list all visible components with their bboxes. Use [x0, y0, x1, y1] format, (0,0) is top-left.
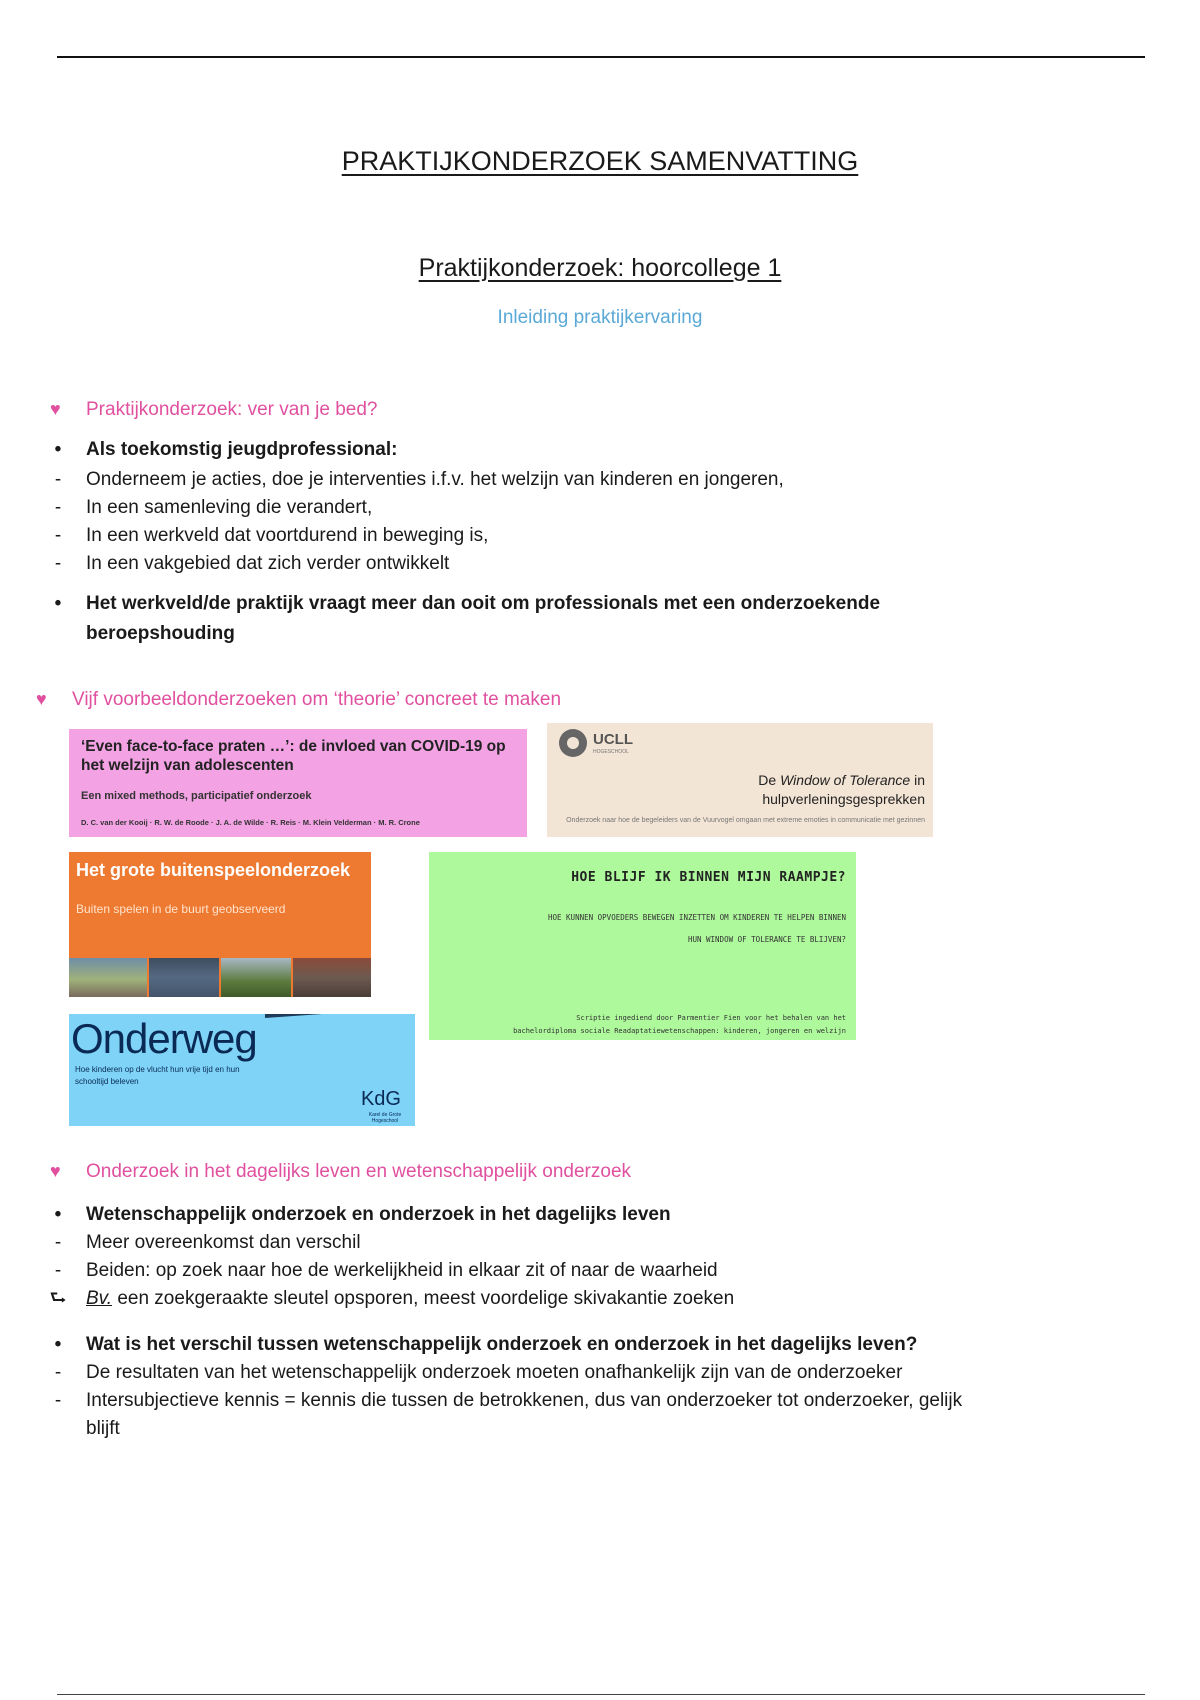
list-item — [54, 436, 398, 464]
list-item — [54, 522, 489, 550]
section3-heading — [50, 1161, 632, 1183]
list-item-text: In een samenleving die verandert, — [86, 497, 373, 518]
covid-study-image — [69, 729, 527, 837]
raampje-study-author: Scriptie ingediend door Parmentier Fien voor het behalen van het — [576, 1014, 846, 1022]
dash-marker: - — [54, 497, 62, 518]
kdg-logo-sub: Karel de Grote Hogeschool — [368, 1112, 402, 1124]
raampje-study-degree: bachelordiploma sociale Readaptatiewetenschappen: kinderen, jongeren en welzijn — [513, 1027, 846, 1035]
raampje-study-subtitle-1: HOE KUNNEN OPVOEDERS BEWEGEN INZETTEN OM KINDEREN TE HELPEN BINNEN — [547, 913, 846, 922]
list-item-text: een zoekgeraakte sleutel opsporen, meest voordelige skivakantie zoeken — [112, 1288, 735, 1309]
list-item-text: Beiden: op zoek naar hoe de werkelijkheid in elkaar zit of naar de waarheid — [86, 1260, 718, 1281]
list-item-text: In een werkveld dat voortdurend in beweging is, — [86, 525, 489, 546]
list-item — [86, 1415, 120, 1443]
buitenspeel-study-image — [69, 852, 371, 997]
list-item — [54, 1359, 903, 1387]
dash-marker: - — [54, 1390, 62, 1411]
list-item-text: Intersubjectieve kennis = kennis die tussen de betrokkenen, dus van onderzoeker tot onderzoeker, gelijk — [86, 1390, 963, 1411]
list-item — [49, 1285, 735, 1313]
decorative-stripe — [265, 1014, 415, 1018]
dash-marker: - — [54, 469, 62, 490]
list-item-text: Als toekomstig jeugdprofessional: — [86, 439, 398, 460]
list-item — [54, 494, 373, 522]
photo-strip — [221, 958, 291, 997]
covid-study-title: ‘Even face-to-face praten …’: de invloed van COVID-19 op het welzijn van adolescenten — [81, 738, 506, 774]
heart-icon: ♥ — [50, 1161, 61, 1181]
list-item — [54, 590, 881, 618]
bullet-icon: • — [54, 439, 62, 460]
raampje-study-image — [429, 852, 856, 1040]
list-item — [54, 466, 784, 494]
bullet-icon: • — [54, 1334, 62, 1355]
arrow-return-icon: ⮑ — [49, 1288, 67, 1309]
list-item-text: De resultaten van het wetenschappelijk onderzoek moeten onafhankelijk zijn van de onderzoeker — [86, 1362, 903, 1383]
photo-strip — [149, 958, 219, 997]
onderweg-study-subtitle: Hoe kinderen op de vlucht hun vrije tijd en hun schooltijd beleven — [75, 1065, 240, 1086]
ucll-study-title: De Window of Tolerance in hulpverleningsgesprekken — [758, 772, 925, 807]
ucll-logo-text: UCLL — [593, 731, 633, 748]
lecture-title: Praktijkonderzoek: hoorcollege 1 — [418, 254, 782, 282]
bottom-rule — [57, 1694, 1145, 1695]
ucll-study-image — [547, 723, 933, 837]
raampje-study-title: HOE BLIJF IK BINNEN MIJN RAAMPJE? — [571, 870, 846, 885]
covid-study-authors: D. C. van der Kooij · R. W. de Roode · J. A. de Wilde · R. Reis · M. Klein Velderman · M. R. Crone — [81, 818, 420, 827]
dash-marker: - — [54, 553, 62, 574]
section2-heading — [36, 689, 562, 711]
section1-heading-text: Praktijkonderzoek: ver van je bed? — [86, 399, 378, 420]
ucll-study-subtitle: Onderzoek naar hoe de begeleiders van de Vuurvogel omgaan met extreme emoties in communicatie met gezinnen — [566, 817, 925, 824]
example-prefix: Bv. — [86, 1288, 113, 1309]
onderweg-study-image — [69, 1014, 415, 1126]
list-item — [54, 1387, 963, 1415]
heart-icon: ♥ — [36, 689, 47, 709]
dash-marker: - — [54, 1232, 62, 1253]
kdg-logo: KdG — [360, 1088, 401, 1110]
list-item — [86, 620, 235, 648]
dash-marker: - — [54, 525, 62, 546]
list-item — [54, 1201, 671, 1229]
list-item-text: blijft — [86, 1418, 120, 1439]
covid-study-subtitle: Een mixed methods, participatief onderzoek — [81, 790, 312, 802]
list-item-text: beroepshouding — [86, 623, 235, 644]
list-item — [54, 550, 450, 578]
photo-strip — [69, 958, 147, 997]
top-rule — [57, 56, 1145, 58]
list-item-text: Wetenschappelijk onderzoek en onderzoek in het dagelijks leven — [86, 1204, 671, 1225]
list-item — [54, 1257, 718, 1285]
list-item — [54, 1331, 918, 1359]
heart-icon: ♥ — [50, 399, 61, 419]
section1-heading — [50, 399, 378, 421]
list-item-text: Het werkveld/de praktijk vraagt meer dan ooit om professionals met een onderzoekende — [86, 593, 881, 614]
section-title: Inleiding praktijkervaring — [497, 307, 703, 328]
buitenspeel-study-subtitle: Buiten spelen in de buurt geobserveerd — [76, 902, 286, 916]
ucll-logo-icon — [559, 729, 587, 757]
onderweg-study-title: Onderweg — [71, 1015, 257, 1062]
bullet-icon: • — [54, 593, 62, 614]
list-item-text: Wat is het verschil tussen wetenschappelijk onderzoek en onderzoek in het dagelijks leven? — [86, 1334, 918, 1355]
buitenspeel-study-title: Het grote buitenspeelonderzoek — [76, 860, 351, 880]
dash-marker: - — [54, 1362, 62, 1383]
section2-heading-text: Vijf voorbeeldonderzoeken om ‘theorie’ concreet te maken — [72, 689, 562, 710]
section3-heading-text: Onderzoek in het dagelijks leven en wetenschappelijk onderzoek — [86, 1161, 632, 1182]
photo-strip — [293, 958, 371, 997]
dash-marker: - — [54, 1260, 62, 1281]
ucll-logo-sub: HOGESCHOOL — [593, 749, 629, 755]
list-item-text: Meer overeenkomst dan verschil — [86, 1232, 361, 1253]
list-item — [54, 1229, 361, 1257]
raampje-study-subtitle-2: HUN WINDOW OF TOLERANCE TE BLIJVEN? — [687, 935, 846, 944]
bullet-icon: • — [54, 1204, 62, 1225]
document-title: PRAKTIJKONDERZOEK SAMENVATTING — [341, 146, 859, 176]
list-item-text: Onderneem je acties, doe je interventies i.f.v. het welzijn van kinderen en jongeren, — [86, 469, 784, 490]
list-item-text: In een vakgebied dat zich verder ontwikkelt — [86, 553, 450, 574]
